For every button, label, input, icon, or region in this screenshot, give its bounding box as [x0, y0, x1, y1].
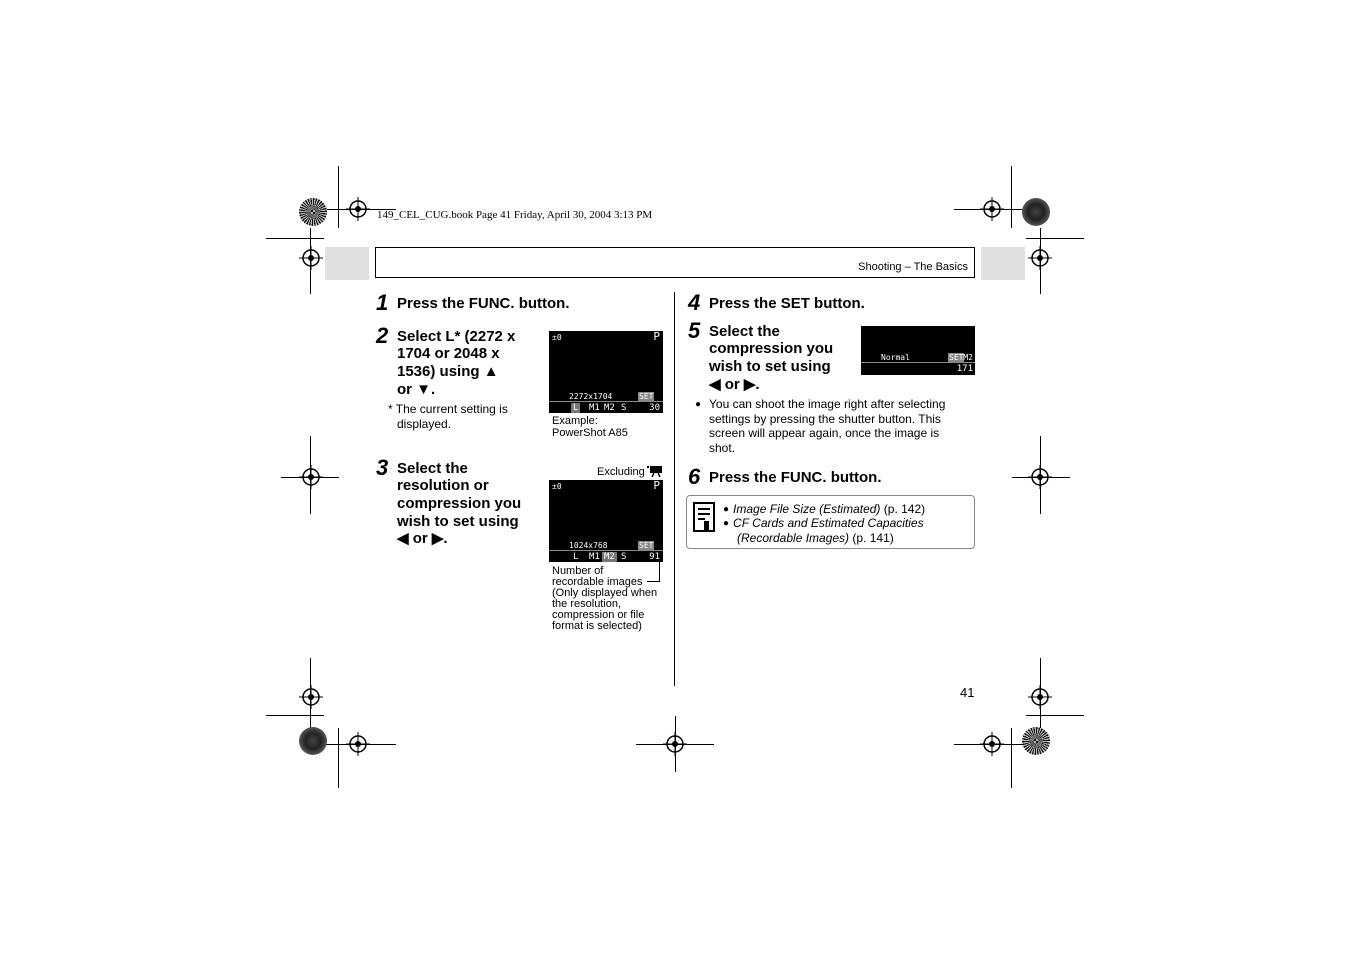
crop-mark — [1040, 658, 1041, 736]
step-number: 4 — [688, 290, 701, 315]
color-rosette-icon — [299, 727, 327, 755]
step-title-line: compression you — [709, 340, 834, 357]
crop-mark — [1040, 228, 1041, 294]
step-number: 5 — [688, 318, 701, 343]
reference-note — [686, 495, 975, 549]
strip-item: M1 — [589, 552, 600, 562]
color-rosette-icon — [1022, 198, 1050, 226]
step-number: 2 — [376, 323, 389, 348]
lcd-strip — [549, 550, 663, 562]
reference-title: (Recordable Images) — [737, 531, 850, 545]
bullet-text: shot. — [709, 441, 736, 455]
memo-icon — [693, 502, 715, 532]
reference-item-cont[interactable] — [737, 531, 894, 546]
strip-item: M1 — [589, 403, 600, 413]
page-ref: (p. 141) — [849, 531, 894, 545]
callout-line — [659, 562, 660, 582]
bullet-text: screen will appear again, once the image is — [709, 426, 940, 440]
callout-text: format is selected) — [552, 620, 642, 632]
crop-mark — [338, 166, 339, 228]
color-rosette-icon — [299, 198, 327, 226]
reference-item[interactable]: ● Image File Size (Estimated) (p. 142) — [723, 502, 926, 516]
strip-item: M2 — [604, 552, 615, 562]
bullet-text: You can shoot the image right after selecting — [709, 397, 946, 411]
step-title: Press the SET button. — [709, 295, 865, 312]
crop-mark — [338, 728, 339, 788]
callout-text: compression or file — [552, 609, 645, 621]
step-title-line: compression you — [397, 495, 522, 512]
crop-mark — [310, 658, 311, 736]
shot-count: 171 — [956, 364, 973, 374]
exposure-readout: ±0 — [552, 482, 562, 491]
bullet-text: settings by pressing the shutter button. This — [709, 412, 941, 426]
crop-mark — [1026, 715, 1084, 716]
step-title-line: wish to set using — [709, 358, 831, 375]
lcd-screen — [549, 480, 663, 562]
step-title-line: ◀ or ▶. — [709, 376, 760, 393]
mode-readout: M2 — [963, 353, 973, 362]
crop-mark — [954, 209, 1026, 210]
footnote: * The current setting is — [388, 402, 508, 416]
callout-text: recordable images — [552, 576, 643, 588]
strip-item: L — [573, 403, 579, 413]
step-title-line: ◀ or ▶. — [397, 530, 448, 547]
section-title: Shooting – The Basics — [858, 261, 968, 273]
reference-item[interactable]: ● CF Cards and Estimated Capacities — [723, 516, 924, 530]
mode-readout: P — [653, 331, 660, 343]
color-rosette-icon — [1022, 727, 1050, 755]
step-title: Press the FUNC. button. — [709, 469, 882, 486]
compression-readout: Normal — [881, 353, 910, 362]
set-badge: SET — [949, 353, 964, 362]
strip-item: M2 — [604, 403, 615, 413]
registration-crosshair-icon — [299, 246, 323, 270]
exposure-readout: ±0 — [552, 333, 562, 342]
crop-mark — [1040, 436, 1041, 514]
lcd-screen — [549, 331, 663, 413]
bullet-dot: ● — [695, 399, 702, 410]
crop-mark — [310, 436, 311, 514]
excluding-label: Excluding — [597, 466, 645, 478]
step-title-line: 1704 or 2048 x — [397, 345, 500, 362]
crop-mark — [1011, 728, 1012, 788]
reference-title: CF Cards and Estimated Capacities — [733, 516, 924, 530]
file-info: 149_CEL_CUG.book Page 41 Friday, April 30, 2004 3:13 PM — [377, 209, 653, 221]
crop-mark — [281, 477, 339, 478]
step-title-line: Select the — [709, 323, 780, 340]
resolution-readout: 1024x768 — [569, 541, 608, 550]
reference-title: Image File Size (Estimated) — [733, 502, 881, 516]
set-badge: SET — [639, 541, 654, 550]
step-title-line: Select L* (2272 x — [397, 328, 516, 345]
side-tab — [325, 247, 369, 280]
step-title-line: resolution or — [397, 477, 489, 494]
page-number: 41 — [960, 685, 975, 700]
step-number: 1 — [376, 290, 389, 315]
step-number: 3 — [376, 455, 389, 480]
lcd-strip — [861, 362, 975, 375]
step-title-line: wish to set using — [397, 513, 519, 530]
shot-count: 30 — [649, 403, 660, 413]
crop-mark — [1026, 238, 1084, 239]
step-title-line: or ▼. — [397, 381, 436, 398]
movie-camera-icon — [647, 465, 663, 477]
callout-text: Number of — [552, 565, 604, 577]
lcd-strip — [549, 401, 663, 413]
step-number: 6 — [688, 464, 701, 489]
crop-mark — [954, 744, 1026, 745]
lcd-screen — [861, 326, 975, 375]
step-title-line: 1536) using ▲ — [397, 363, 499, 380]
resolution-readout: 2272x1704 — [569, 392, 613, 401]
callout-line — [647, 581, 660, 582]
strip-item: S — [621, 552, 627, 562]
side-tab — [981, 247, 1025, 280]
shot-count: 91 — [649, 552, 660, 562]
mode-readout: P — [653, 480, 660, 492]
column-divider — [674, 292, 675, 686]
registration-crosshair-icon — [299, 685, 323, 709]
page-ref: (p. 142) — [880, 502, 926, 516]
caption: Example: — [552, 415, 598, 427]
crop-mark — [1012, 477, 1070, 478]
step-title-line: Select the — [397, 460, 468, 477]
footnote: displayed. — [397, 417, 452, 431]
crop-mark — [1011, 166, 1012, 228]
strip-item: L — [573, 552, 579, 562]
crop-mark — [266, 238, 324, 239]
crop-mark — [675, 716, 676, 772]
crop-mark — [310, 228, 311, 294]
callout-text: the resolution, — [552, 598, 622, 610]
caption: PowerShot A85 — [552, 427, 628, 439]
set-badge: SET — [639, 392, 654, 401]
callout-text: (Only displayed when — [552, 587, 658, 599]
strip-item: S — [621, 403, 627, 413]
crop-mark — [324, 744, 396, 745]
page-header — [375, 247, 975, 278]
crop-mark — [266, 715, 324, 716]
step-title: Press the FUNC. button. — [397, 295, 570, 312]
